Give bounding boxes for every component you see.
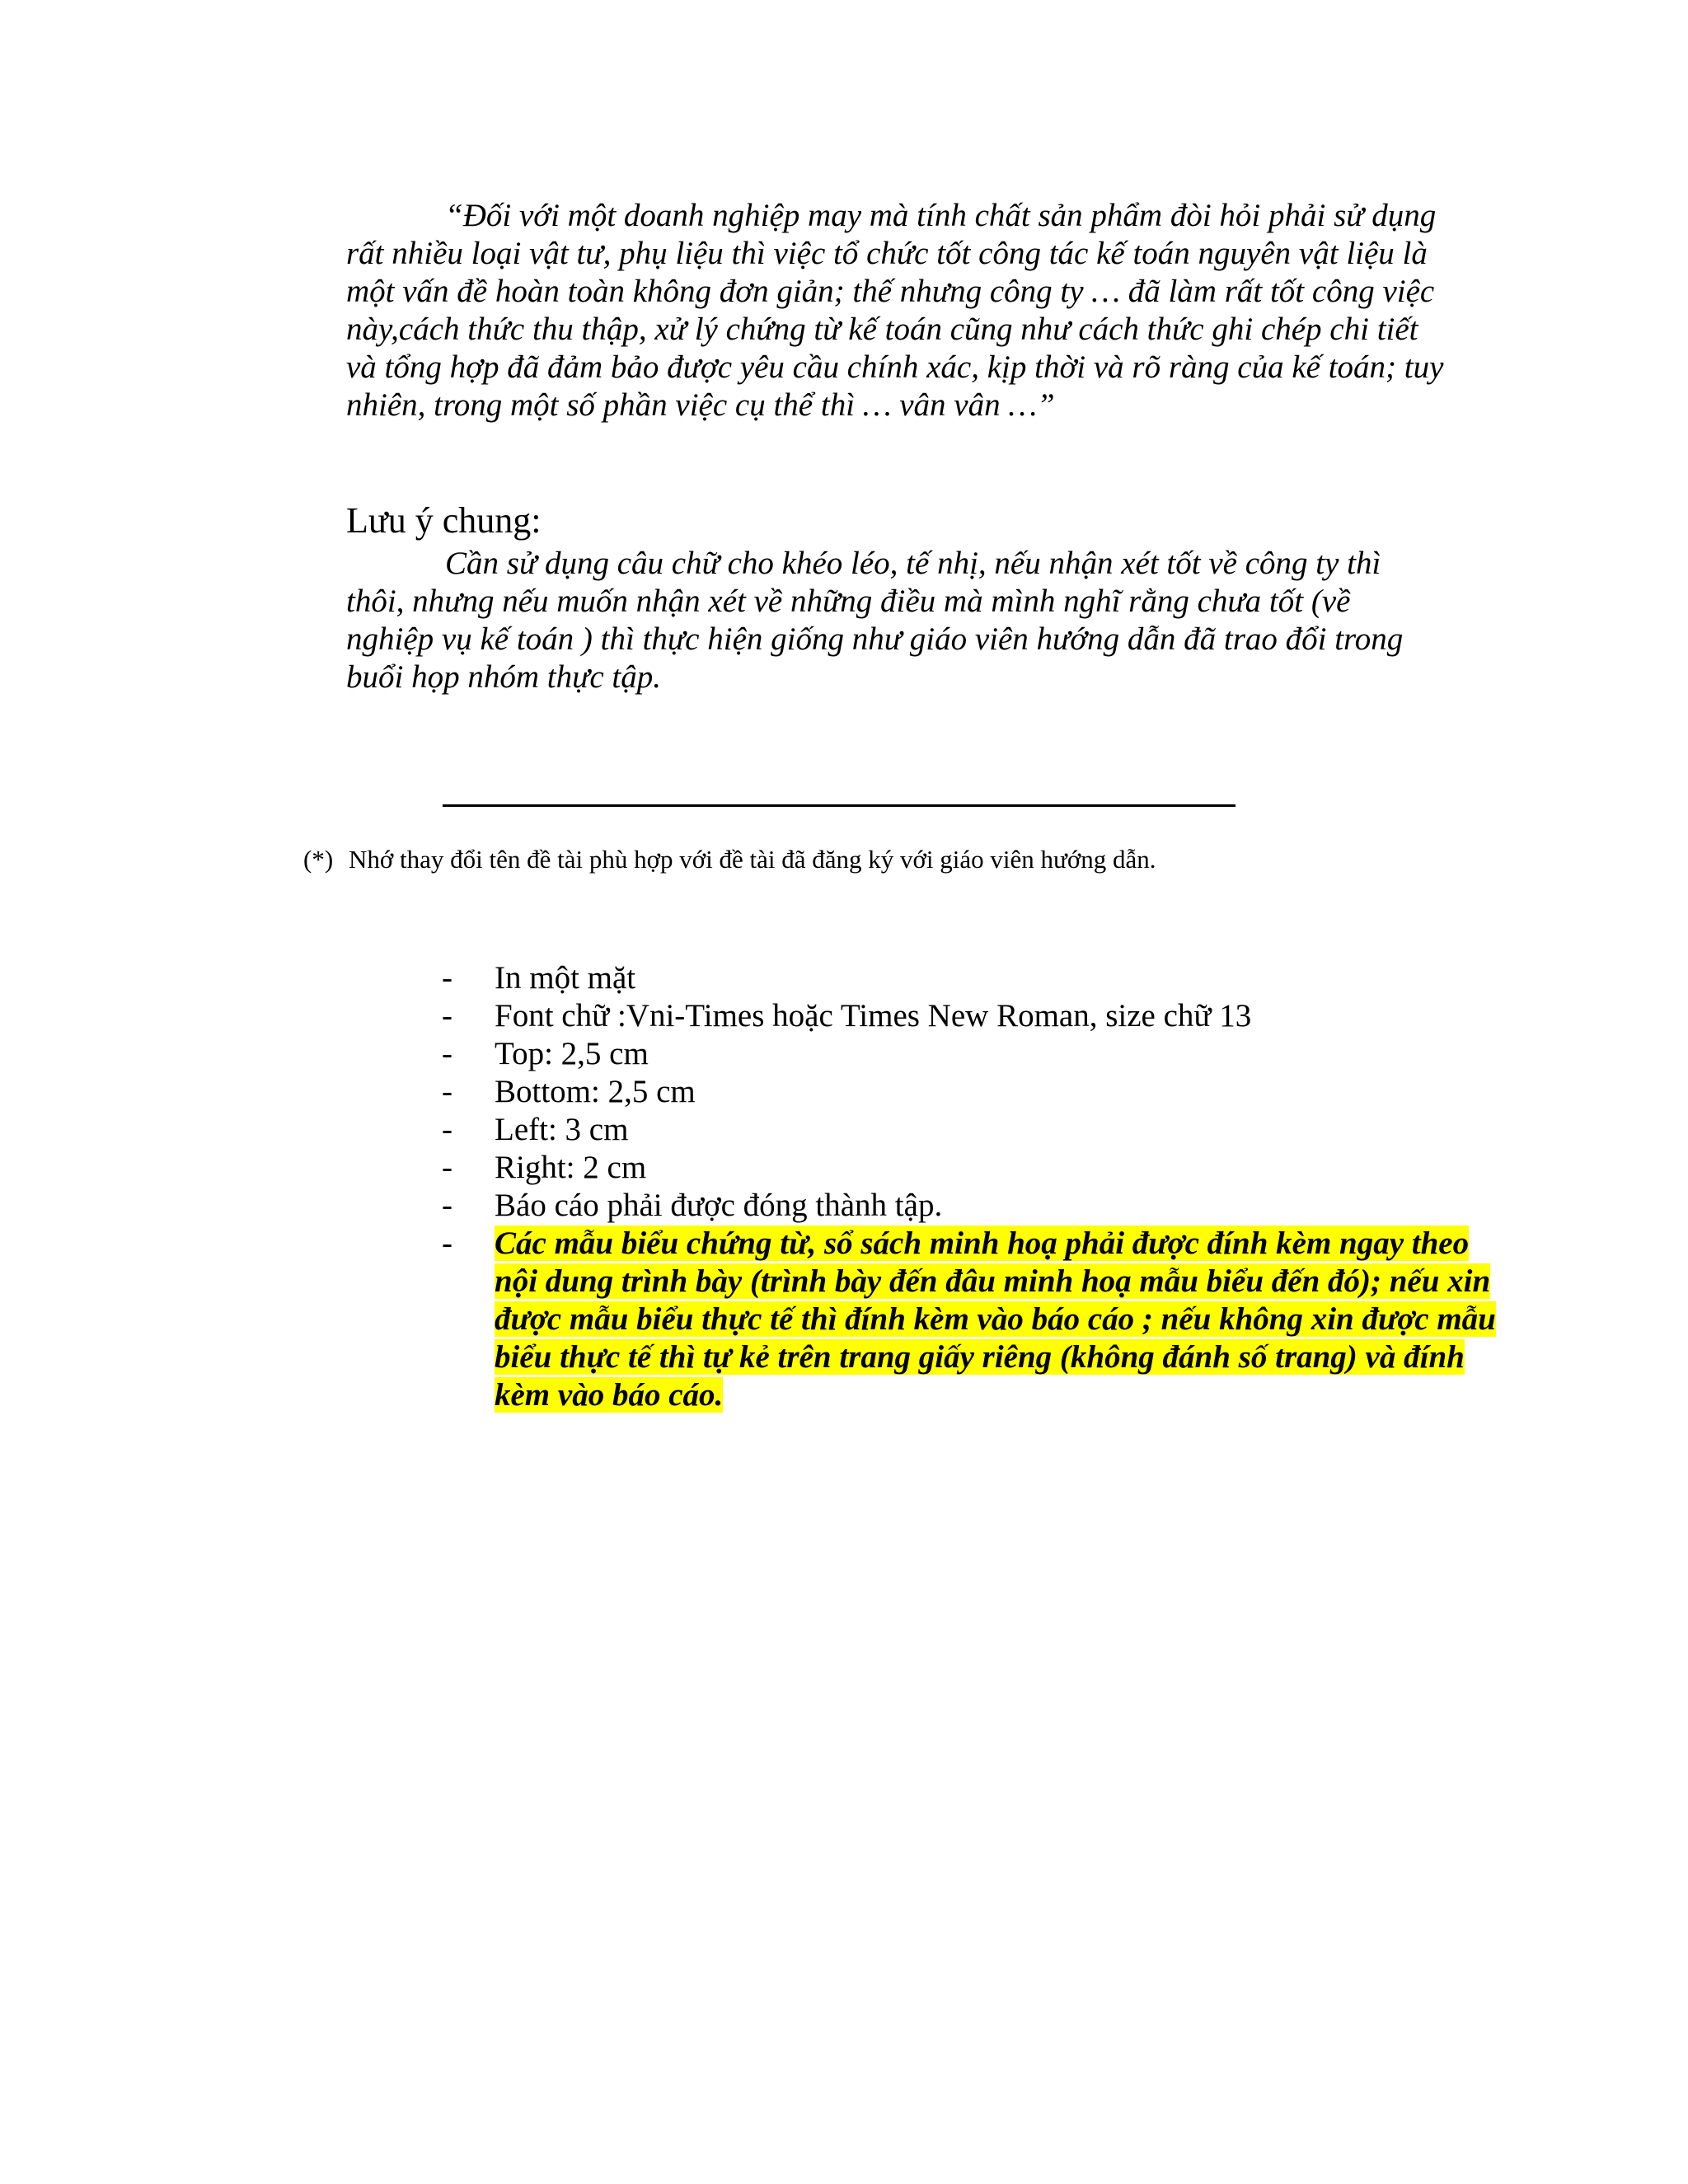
list-dash: - <box>442 1112 452 1147</box>
list-item <box>442 1035 1513 1073</box>
list-dash: - <box>442 998 452 1033</box>
list-dash: - <box>442 1150 452 1185</box>
list-dash: - <box>442 1188 452 1223</box>
general-note-paragraph <box>346 545 1418 696</box>
footnote <box>303 844 1156 875</box>
list-item <box>442 959 1513 997</box>
quoted-example-text: “Đối với một doanh nghiệp may mà tính chất sản phẩm đòi hỏi phải sử dụng rất nhiều loại vật tư, phụ liệu thì việc tổ chức tốt công tác kế toán nguyên vật liệu là một vấn đề hoàn toàn không đơn giản; thế nhưng công ty … đã làm rất tốt công việc này,cách thức thu thập, xử lý chứng từ kế toán cũng như cách thức ghi chép chi tiết và tổng hợp đã đảm bảo được yêu cầu chính xác, kịp thời và rõ ràng của kế toán; tuy nhiên, trong một số phần việc cụ thể thì … vân vân …” <box>346 198 1444 423</box>
list-item-text: Báo cáo phải được đóng thành tập. <box>495 1188 943 1223</box>
list-dash: - <box>442 1074 452 1109</box>
list-dash: - <box>442 960 452 996</box>
footnote-separator-line <box>443 804 1236 807</box>
general-note-text: Cần sử dụng câu chữ cho khéo léo, tế nhị, nếu nhận xét tốt về công ty thì thôi, nhưng nếu muốn nhận xét về những điều mà mình nghĩ rằng chưa tốt (về nghiệp vụ kế toán ) thì thực hiện giống như giáo viên hướng dẫn đã trao đổi trong buổi họp nhóm thực tập. <box>346 546 1404 695</box>
list-item-text: Right: 2 cm <box>495 1150 647 1185</box>
list-item-text: Font chữ :Vni-Times hoặc Times New Roman, size chữ 13 <box>495 998 1252 1033</box>
formatting-requirements-list <box>442 959 1513 1414</box>
list-item <box>442 997 1513 1035</box>
list-dash: - <box>442 1036 452 1071</box>
list-item-text: Left: 3 cm <box>495 1112 629 1147</box>
list-item-text: Bottom: 2,5 cm <box>495 1074 696 1109</box>
list-item <box>442 1187 1513 1225</box>
list-item-text: In một mặt <box>495 960 636 996</box>
list-item <box>442 1149 1513 1187</box>
general-note-heading: Lưu ý chung: <box>346 500 542 541</box>
footnote-mark: (*) <box>303 845 334 874</box>
list-item-text: Top: 2,5 cm <box>495 1036 649 1071</box>
list-dash: - <box>442 1226 452 1261</box>
footnote-text: Nhớ thay đổi tên đề tài phù hợp với đề tài đã đăng ký với giáo viên hướng dẫn. <box>349 845 1156 874</box>
list-item-highlighted <box>442 1225 1513 1414</box>
list-item <box>442 1073 1513 1111</box>
list-item <box>442 1111 1513 1149</box>
quoted-example-paragraph <box>346 197 1451 424</box>
highlighted-requirement-text: Các mẫu biểu chứng từ, sổ sách minh hoạ phải được đính kèm ngay theo nội dung trình bày (trình bày đến đâu minh hoạ mẫu biểu đến đó); nếu xin được mẫu biểu thực tế thì đính kèm vào báo cáo ; nếu không xin được mẫu biểu thực tế thì tự kẻ trên trang giấy riêng (không đánh số trang) và đính kèm vào báo cáo. <box>495 1226 1496 1413</box>
